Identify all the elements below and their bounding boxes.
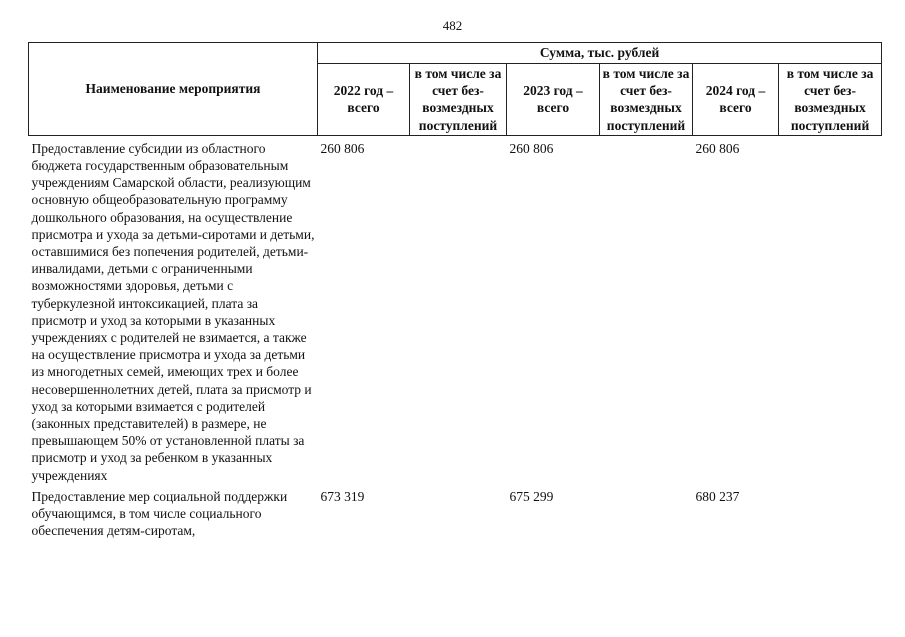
column-header-2022-grants: в том числе за счет без-возмездных поступлений (410, 64, 507, 136)
column-header-2024-total: 2024 год – всего (693, 64, 779, 136)
column-group-header-sum: Сумма, тыс. рублей (318, 43, 882, 64)
column-header-2023-grants: в том числе за счет без-возмездных поступлений (600, 64, 693, 136)
value-2022-grants (410, 135, 507, 484)
value-2024-grants (779, 135, 882, 484)
value-2023-grants (600, 484, 693, 540)
table-row (29, 484, 882, 540)
row-name-cell: Предоставление субсидии из областного бюджета государственным образовательным учреждениям Самарской области, реализующим основную общеобразовательную программу дошкольного образования, на осуществление присмотра и ухода за детьми-сиротами и детьми, оставшимися без попечения родителей, детьми-инвалидами, детьми с ограниченными возможностями здоровья, детьми с туберкулезной интоксикацией, плата за присмотр и уход за которыми в указанных учреждениях с родителей не взимается, а также на осуществление присмотра и ухода за детьми из многодетных семей, имеющих трех и более несовершеннолетних детей, плата за присмотр и уход за которыми взимается с родителей (законных представителей) в размере, не превышающем 50% от установленной платы за присмотр и уход за ребенком в указанных учреждениях (31, 140, 315, 483)
column-header-2024-grants: в том числе за счет без-возмездных поступлений (779, 64, 882, 136)
column-header-name: Наименование мероприятия (29, 43, 318, 136)
column-header-2022-total: 2022 год – всего (318, 64, 410, 136)
value-2023-total: 260 806 (509, 140, 554, 156)
value-2023-grants (600, 135, 693, 484)
value-2023-total: 675 299 (509, 488, 554, 504)
value-2024-total: 260 806 (695, 140, 740, 156)
column-header-2023-total: 2023 год – всего (507, 64, 600, 136)
page-number: 482 (442, 18, 463, 33)
value-2024-total: 680 237 (695, 488, 740, 504)
table-row (29, 135, 882, 484)
value-2024-grants (779, 484, 882, 540)
value-2022-total: 673 319 (320, 488, 365, 504)
value-2022-total: 260 806 (320, 140, 365, 156)
row-name-cell: Предоставление мер социальной поддержки обучающимся, в том числе социального обеспечения детям-сиротам, (31, 488, 288, 539)
value-2022-grants (410, 484, 507, 540)
budget-table (28, 42, 882, 539)
